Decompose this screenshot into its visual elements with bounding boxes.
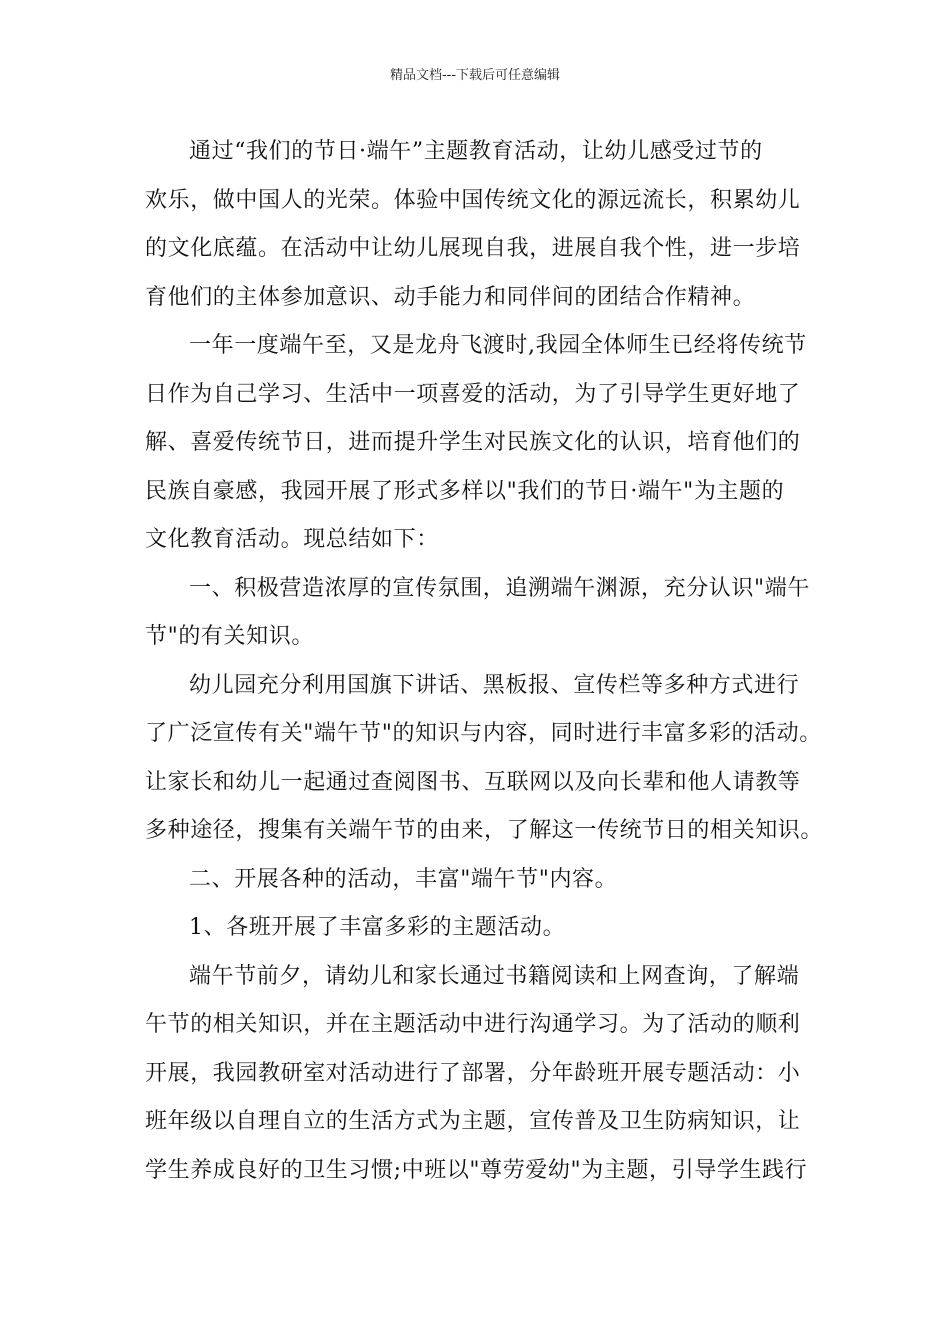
text-line: 一年一度端午至，又是龙舟飞渡时,我园全体师生已经将传统节 xyxy=(189,333,807,358)
text-line: 学生养成良好的卫生习惯;中班以"尊劳爱幼"为主题，引导学生践行 xyxy=(145,1157,808,1183)
text-line: 的文化底蕴。在活动中让幼儿展现自我，进展自我个性，进一步培 xyxy=(145,236,801,261)
text-line: 班年级以自理自立的生活方式为主题，宣传普及卫生防病知识，让 xyxy=(145,1109,801,1134)
text-line: 解、喜爱传统节日，进而提升学生对民族文化的认识，培育他们的 xyxy=(145,430,801,455)
page-header: 精品文档---下载后可任意编辑 xyxy=(389,68,561,83)
text-line: 端午节前夕，请幼儿和家长通过书籍阅读和上网查询，了解端 xyxy=(189,963,800,989)
text-line: 欢乐，做中国人的光荣。体验中国传统文化的源远流长，积累幼儿 xyxy=(145,187,801,213)
text-line: 开展，我园教研室对活动进行了部署，分年龄班开展专题活动：小 xyxy=(145,1060,801,1086)
text-line: 通过“我们的节日·端午”主题教育活动，让幼儿感受过节的 xyxy=(189,139,763,164)
section-heading-1-cont: 节"的有关知识。 xyxy=(145,624,314,649)
text-line: 多种途径，搜集有关端午节的由来，了解这一传统节日的相关知识。 xyxy=(145,818,824,843)
text-line: 让家长和幼儿一起通过查阅图书、互联网以及向长辈和他人请教等 xyxy=(145,769,801,795)
text-line: 育他们的主体参加意识、动手能力和同伴间的团结合作精神。 xyxy=(145,284,756,310)
section-heading-1: 一、积极营造浓厚的宣传氛围，追溯端午渊源，充分认识"端午 xyxy=(189,575,810,601)
text-line: 了广泛宣传有关"端午节"的知识与内容，同时进行丰富多彩的活动。 xyxy=(145,721,822,746)
document-body xyxy=(145,128,824,1195)
text-line: 民族自豪感，我园开展了形式多样以"我们的节日·端午"为主题的 xyxy=(145,478,785,504)
text-line: 幼儿园充分利用国旗下讲话、黑板报、宣传栏等多种方式进行 xyxy=(189,672,800,698)
subsection-heading-1: 1、各班开展了丰富多彩的主题活动。 xyxy=(189,915,566,940)
section-heading-2: 二、开展各种的活动，丰富"端午节"内容。 xyxy=(189,866,618,892)
text-line: 日作为自己学习、生活中一项喜爱的活动，为了引导学生更好地了 xyxy=(145,381,801,407)
text-line: 文化教育活动。现总结如下： xyxy=(145,527,439,552)
text-line: 午节的相关知识，并在主题活动中进行沟通学习。为了活动的顺利 xyxy=(145,1012,801,1037)
